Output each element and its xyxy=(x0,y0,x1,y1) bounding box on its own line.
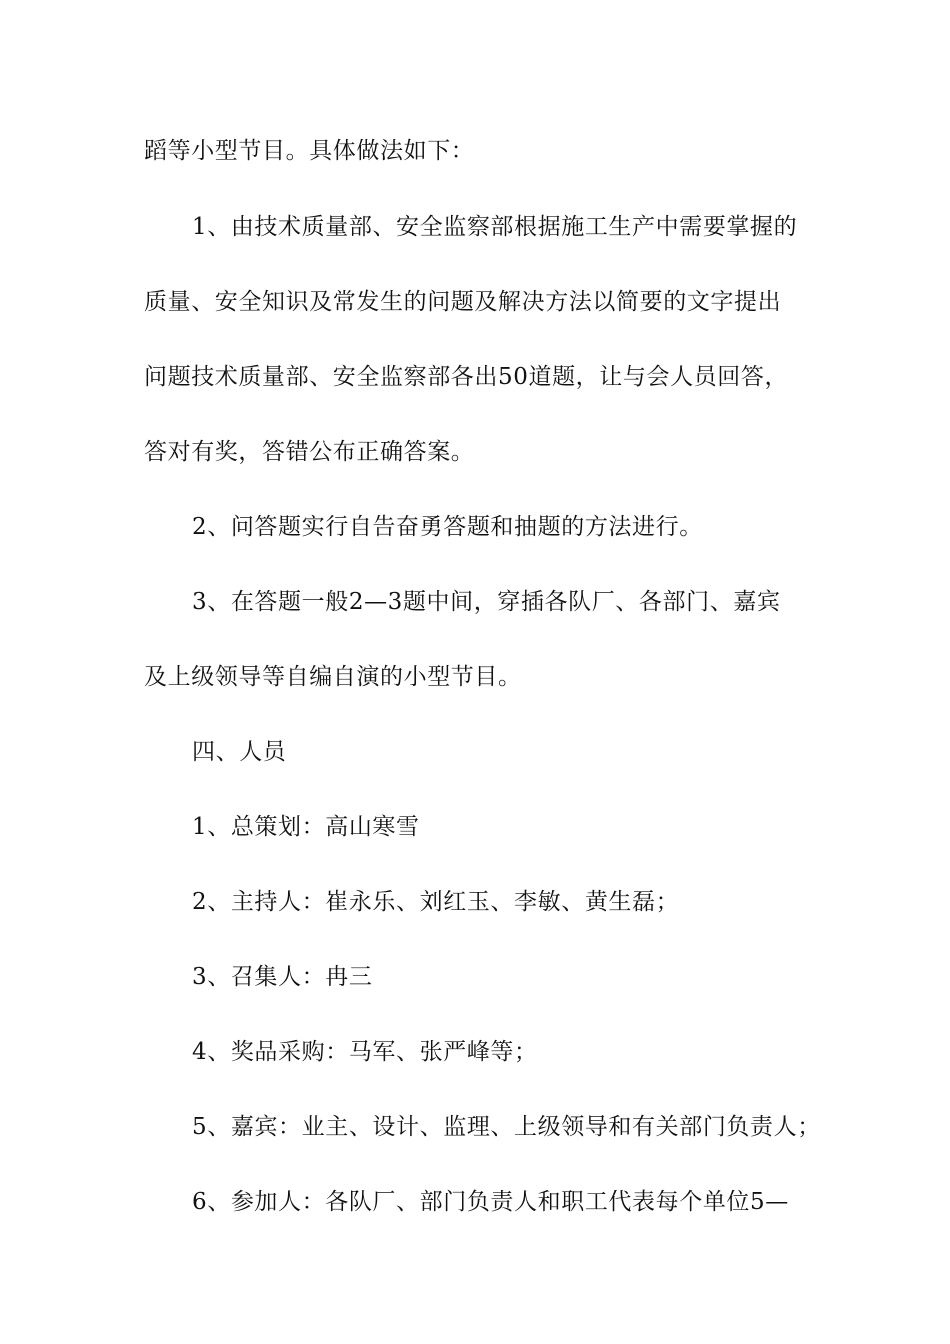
staff-item-participants: 6、参加人：各队厂、部门负责人和职工代表每个单位5— xyxy=(192,1189,789,1215)
paragraph-line: 答对有奖，答错公布正确答案。 xyxy=(144,439,475,465)
paragraph-line: 及上级领导等自编自演的小型节目。 xyxy=(144,664,522,690)
staff-item-hosts: 2、主持人：崔永乐、刘红玉、李敏、黄生磊； xyxy=(192,889,680,915)
staff-item-purchasing: 4、奖品采购：马军、张严峰等； xyxy=(192,1039,538,1065)
paragraph-line: 问题技术质量部、安全监察部各出50道题，让与会人员回答， xyxy=(144,364,789,390)
list-item-1: 1、由技术质量部、安全监察部根据施工生产中需要掌握的 xyxy=(192,214,798,240)
staff-item-guests: 5、嘉宾：业主、设计、监理、上级领导和有关部门负责人； xyxy=(192,1114,821,1140)
list-item-3: 3、在答题一般2—3题中间，穿插各队厂、各部门、嘉宾 xyxy=(192,589,781,615)
staff-item-convener: 3、召集人：冉三 xyxy=(192,964,373,990)
staff-item-planner: 1、总策划：高山寒雪 xyxy=(192,814,420,840)
paragraph-line: 蹈等小型节目。具体做法如下： xyxy=(144,138,475,164)
list-item-2: 2、问答题实行自告奋勇答题和抽题的方法进行。 xyxy=(192,514,703,540)
paragraph-line: 质量、安全知识及常发生的问题及解决方法以简要的文字提出 xyxy=(144,289,782,315)
section-heading: 四、人员 xyxy=(192,739,287,765)
